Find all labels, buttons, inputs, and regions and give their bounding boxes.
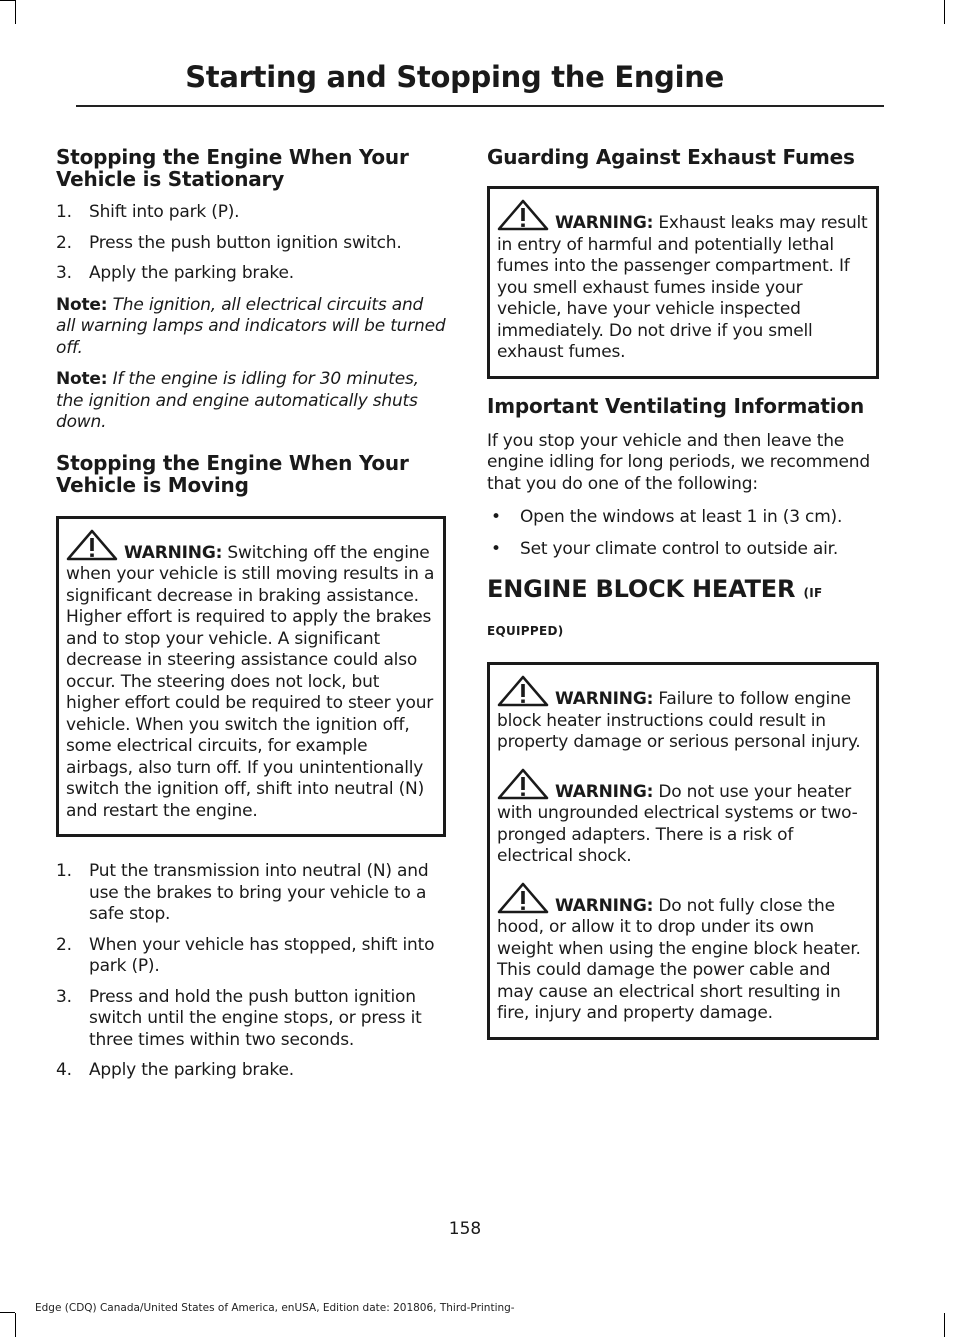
warning-box bbox=[487, 186, 879, 379]
page-title: Starting and Stopping the Engine bbox=[185, 60, 724, 94]
warning-triangle-icon bbox=[66, 529, 122, 561]
warning-triangle-icon bbox=[497, 768, 553, 800]
crop-mark bbox=[15, 0, 16, 24]
warning-item: WARNING: Do not fully close the hood, or allow it to drop under its own weight when using the engine block heater. This could damage the power cable and may cause an electrical short resulting in fire, injury and property damage. bbox=[497, 882, 870, 1025]
warning-item: WARNING: Switching off the engine when your vehicle is still moving results in a significant decrease in braking assistance. Higher effort is required to apply the brakes and to stop your vehicle. A significant decrease in steering assistance could also occur. The steering does not lock, but higher effort could be required to steer your vehicle. When you switch the ignition off, some electrical circuits, for example airbags, also turn off. If you unintentionally switch the ignition off, shift into neutral (N) and restart the engine. bbox=[66, 529, 437, 823]
warning-box bbox=[487, 662, 879, 1040]
page-number: 158 bbox=[448, 1219, 482, 1239]
list-item: 2. When your vehicle has stopped, shift into park (P). bbox=[56, 934, 435, 976]
list-item: 3. Apply the parking brake. bbox=[56, 263, 294, 283]
list-item: • Set your climate control to outside air. bbox=[491, 538, 839, 559]
section-heading-moving: Stopping the Engine When Your Vehicle is Moving bbox=[56, 450, 409, 497]
list-item: • Open the windows at least 1 in (3 cm). bbox=[491, 507, 843, 527]
list-item: 4. Apply the parking brake. bbox=[56, 1060, 294, 1080]
crop-mark bbox=[944, 1313, 945, 1337]
warning-item: WARNING: Failure to follow engine block heater instructions could result in property damage or serious personal injury. bbox=[497, 675, 870, 754]
footer-text: Edge (CDQ) Canada/United States of America, enUSA, Edition date: 201806, Third-Printing- bbox=[35, 1302, 515, 1314]
crop-mark bbox=[0, 1312, 15, 1313]
list-item: 3. Press and hold the push button ignition switch until the engine stops, or press it three times within two seconds. bbox=[56, 986, 422, 1050]
list-item: 1. Put the transmission into neutral (N) and use the brakes to bring your vehicle to a safe stop. bbox=[56, 861, 429, 924]
warning-item: WARNING: Exhaust leaks may result in entry of harmful and potentially lethal fumes into the passenger compartment. If you smell exhaust fumes inside your vehicle, have your vehicle inspected immediately. Do not drive if you smell exhaust fumes. bbox=[497, 199, 870, 364]
stationary-steps bbox=[56, 202, 446, 285]
warning-box bbox=[56, 516, 446, 838]
warning-triangle-icon bbox=[497, 882, 553, 914]
moving-steps bbox=[56, 861, 446, 1082]
warning-triangle-icon bbox=[497, 199, 553, 231]
section-heading-exhaust: Guarding Against Exhaust Fumes bbox=[487, 145, 855, 169]
section-heading-stationary: Stopping the Engine When Your Vehicle is Stationary bbox=[56, 145, 409, 191]
left-column bbox=[56, 146, 446, 1092]
warning-item: WARNING: Do not use your heater with ungrounded electrical systems or two-pronged adapters. There is a risk of electrical shock. bbox=[497, 768, 870, 868]
section-heading-ventilating: Important Ventilating Information bbox=[487, 393, 865, 418]
crop-mark bbox=[15, 1313, 16, 1337]
crop-mark bbox=[0, 0, 15, 1]
ventilating-intro: If you stop your vehicle and then leave the engine idling for long periods, we recommend that you do one of the following: bbox=[487, 430, 870, 494]
right-column bbox=[487, 146, 879, 1056]
note: Note: If the engine is idling for 30 minutes, the ignition and engine automatically shuts down. bbox=[56, 369, 419, 432]
header-rule bbox=[76, 105, 884, 107]
list-item: 1. Shift into park (P). bbox=[56, 202, 240, 222]
ventilating-bullets bbox=[487, 507, 879, 560]
crop-mark bbox=[944, 0, 945, 24]
section-heading-block-heater: ENGINE BLOCK HEATER (IF EQUIPPED) bbox=[487, 575, 823, 638]
list-item: 2. Press the push button ignition switch. bbox=[56, 232, 402, 253]
warning-triangle-icon bbox=[497, 675, 553, 707]
note: Note: The ignition, all electrical circuits and all warning lamps and indicators will be turned off. bbox=[56, 294, 446, 358]
